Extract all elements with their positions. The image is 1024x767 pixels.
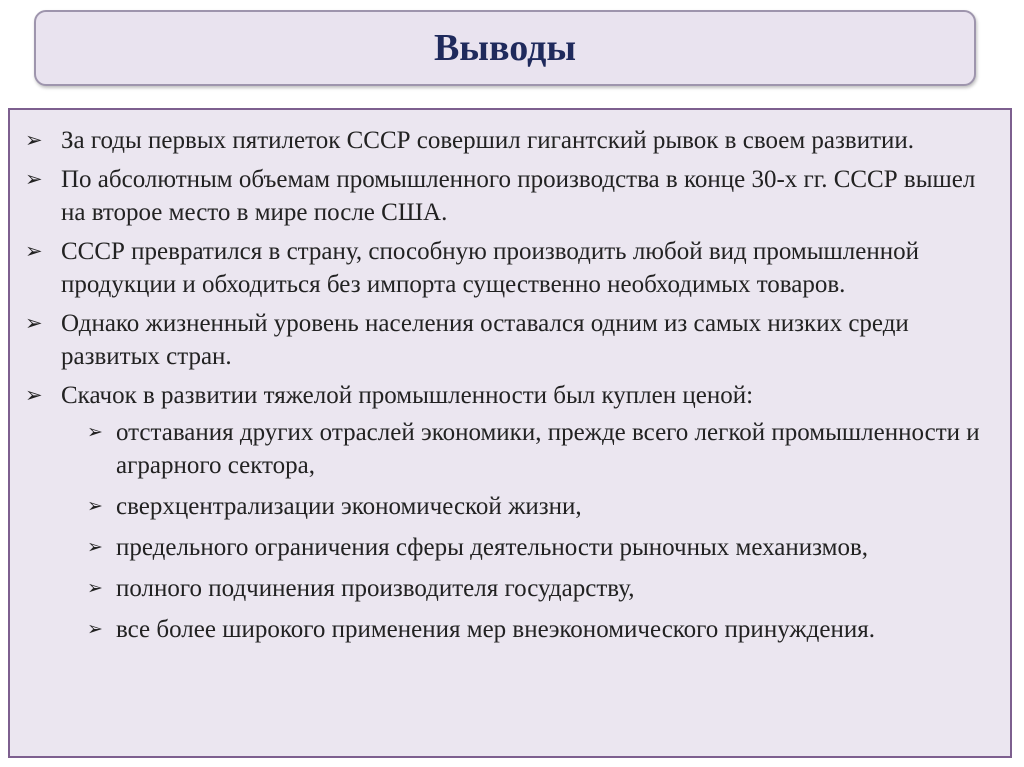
- sub-bullet-item: [87, 531, 982, 564]
- content-box: [8, 108, 1012, 758]
- bullet-item: [22, 235, 982, 301]
- bullet-text: По абсолютным объемам промышленного производства в конце 30-х гг. СССР вышел на второе место в мире после США.: [61, 166, 976, 226]
- sub-bullet-text: полного подчинения производителя государству,: [116, 575, 635, 602]
- title-box: [34, 10, 976, 86]
- bullet-item: [22, 163, 982, 229]
- arrow-bullet-icon: ➢: [25, 311, 43, 335]
- arrow-bullet-icon: ➢: [87, 537, 103, 558]
- sub-bullet-item: [87, 416, 982, 482]
- sub-bullet-item: [87, 572, 982, 605]
- bullet-item: [22, 124, 982, 157]
- arrow-bullet-icon: ➢: [25, 239, 43, 263]
- bullet-item: [22, 379, 982, 646]
- arrow-bullet-icon: ➢: [25, 167, 43, 191]
- sub-bullet-text: сверхцентрализации экономической жизни,: [116, 493, 582, 520]
- arrow-bullet-icon: ➢: [25, 383, 43, 407]
- arrow-bullet-icon: ➢: [87, 422, 103, 443]
- bullet-list: [22, 124, 982, 654]
- arrow-bullet-icon: ➢: [87, 619, 103, 640]
- sub-bullet-text: отставания других отраслей экономики, прежде всего легкой промышленности и аграрного сектора,: [116, 419, 980, 479]
- arrow-bullet-icon: ➢: [25, 128, 43, 152]
- arrow-bullet-icon: ➢: [87, 578, 103, 599]
- sub-bullet-text: все более широкого применения мер внеэкономического принуждения.: [116, 616, 875, 643]
- sub-bullet-item: [87, 613, 982, 646]
- sub-bullet-item: [87, 490, 982, 523]
- bullet-text: Однако жизненный уровень населения оставался одним из самых низких среди развитых стран.: [61, 310, 909, 370]
- bullet-item: [22, 307, 982, 373]
- bullet-text: СССР превратился в страну, способную производить любой вид промышленной продукции и обходиться без импорта существенно необходимых товаров.: [61, 238, 919, 298]
- slide-title: Выводы: [433, 27, 577, 69]
- sub-bullet-list: [87, 416, 982, 646]
- bullet-text: За годы первых пятилеток СССР совершил гигантский рывок в своем развитии.: [61, 127, 915, 154]
- bullet-text: Скачок в развитии тяжелой промышленности был куплен ценой:: [61, 382, 754, 409]
- arrow-bullet-icon: ➢: [87, 496, 103, 517]
- sub-bullet-text: предельного ограничения сферы деятельности рыночных механизмов,: [116, 534, 869, 561]
